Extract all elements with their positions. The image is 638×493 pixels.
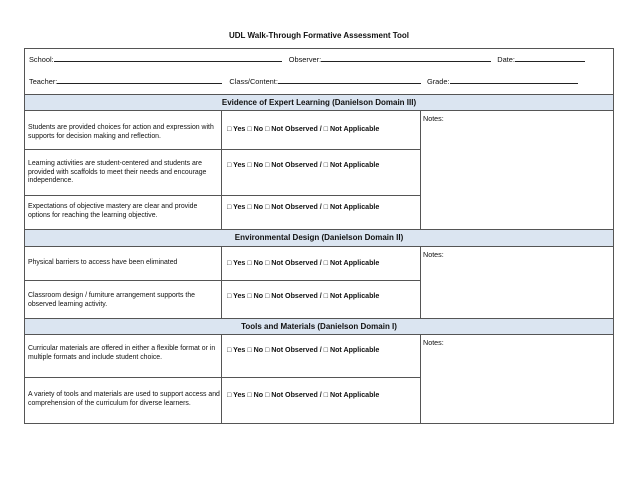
teacher-field[interactable] (57, 76, 222, 84)
column-divider (420, 111, 421, 229)
section-header-tools-materials: Tools and Materials (Danielson Domain I) (25, 318, 613, 335)
item-text: Expectations of objective mastery are clear and provide options for reaching the learning objective. (28, 203, 198, 219)
item-row (25, 111, 420, 150)
item-row (25, 247, 420, 281)
item-options[interactable]: □ Yes □ No □ Not Observed / □ Not Applicable (227, 259, 380, 267)
observer-label: Observer: (288, 55, 322, 64)
notes-label-section-2: Notes: (423, 250, 444, 259)
item-row (25, 150, 420, 196)
item-row (25, 281, 420, 318)
teacher-label: Teacher: (29, 77, 58, 86)
item-text: Classroom design / furniture arrangement supports the observed learning activity. (28, 292, 195, 308)
school-label: School: (29, 55, 54, 64)
column-divider (221, 111, 222, 229)
section-header-environmental-design: Environmental Design (Danielson Domain II) (25, 229, 613, 247)
item-text: Curricular materials are offered in either a flexible format or in multiple formats and include student choice. (28, 345, 216, 361)
item-text: Learning activities are student-centered and students are provided with scaffolds to meet their needs and encourage independence. (28, 160, 207, 185)
class-content-field[interactable] (278, 76, 421, 84)
item-row (25, 335, 420, 378)
column-divider (420, 247, 421, 318)
item-options[interactable]: □ Yes □ No □ Not Observed / □ Not Applicable (227, 346, 380, 354)
grade-field[interactable] (450, 76, 578, 84)
date-field[interactable] (515, 54, 585, 62)
notes-label-section-3: Notes: (423, 338, 444, 347)
item-options[interactable]: □ Yes □ No □ Not Observed / □ Not Applicable (227, 161, 380, 169)
class-content-label: Class/Content: (229, 77, 278, 86)
item-row (25, 196, 420, 229)
school-field[interactable] (54, 54, 282, 62)
column-divider (420, 335, 421, 423)
date-label: Date: (497, 55, 515, 64)
column-divider (221, 247, 222, 318)
form-title: UDL Walk-Through Formative Assessment Tool (228, 31, 410, 40)
observer-field[interactable] (321, 54, 491, 62)
assessment-form (24, 48, 614, 424)
item-text: Physical barriers to access have been eliminated (28, 259, 178, 266)
notes-label-section-1: Notes: (423, 114, 444, 123)
item-text: A variety of tools and materials are used to support access and comprehension of the curriculum for diverse learners. (28, 391, 220, 407)
grade-label: Grade: (426, 77, 450, 86)
column-divider (221, 335, 222, 423)
item-options[interactable]: □ Yes □ No □ Not Observed / □ Not Applicable (227, 391, 380, 399)
section-header-expert-learning: Evidence of Expert Learning (Danielson Domain III) (25, 94, 613, 111)
item-text: Students are provided choices for action and expression with supports for decision making and reflection. (28, 124, 214, 140)
item-options[interactable]: □ Yes □ No □ Not Observed / □ Not Applicable (227, 125, 380, 133)
item-options[interactable]: □ Yes □ No □ Not Observed / □ Not Applicable (227, 292, 380, 300)
item-row (25, 378, 420, 423)
info-row-2 (29, 76, 578, 86)
item-options[interactable]: □ Yes □ No □ Not Observed / □ Not Applicable (227, 203, 380, 211)
info-row-1 (29, 54, 585, 64)
